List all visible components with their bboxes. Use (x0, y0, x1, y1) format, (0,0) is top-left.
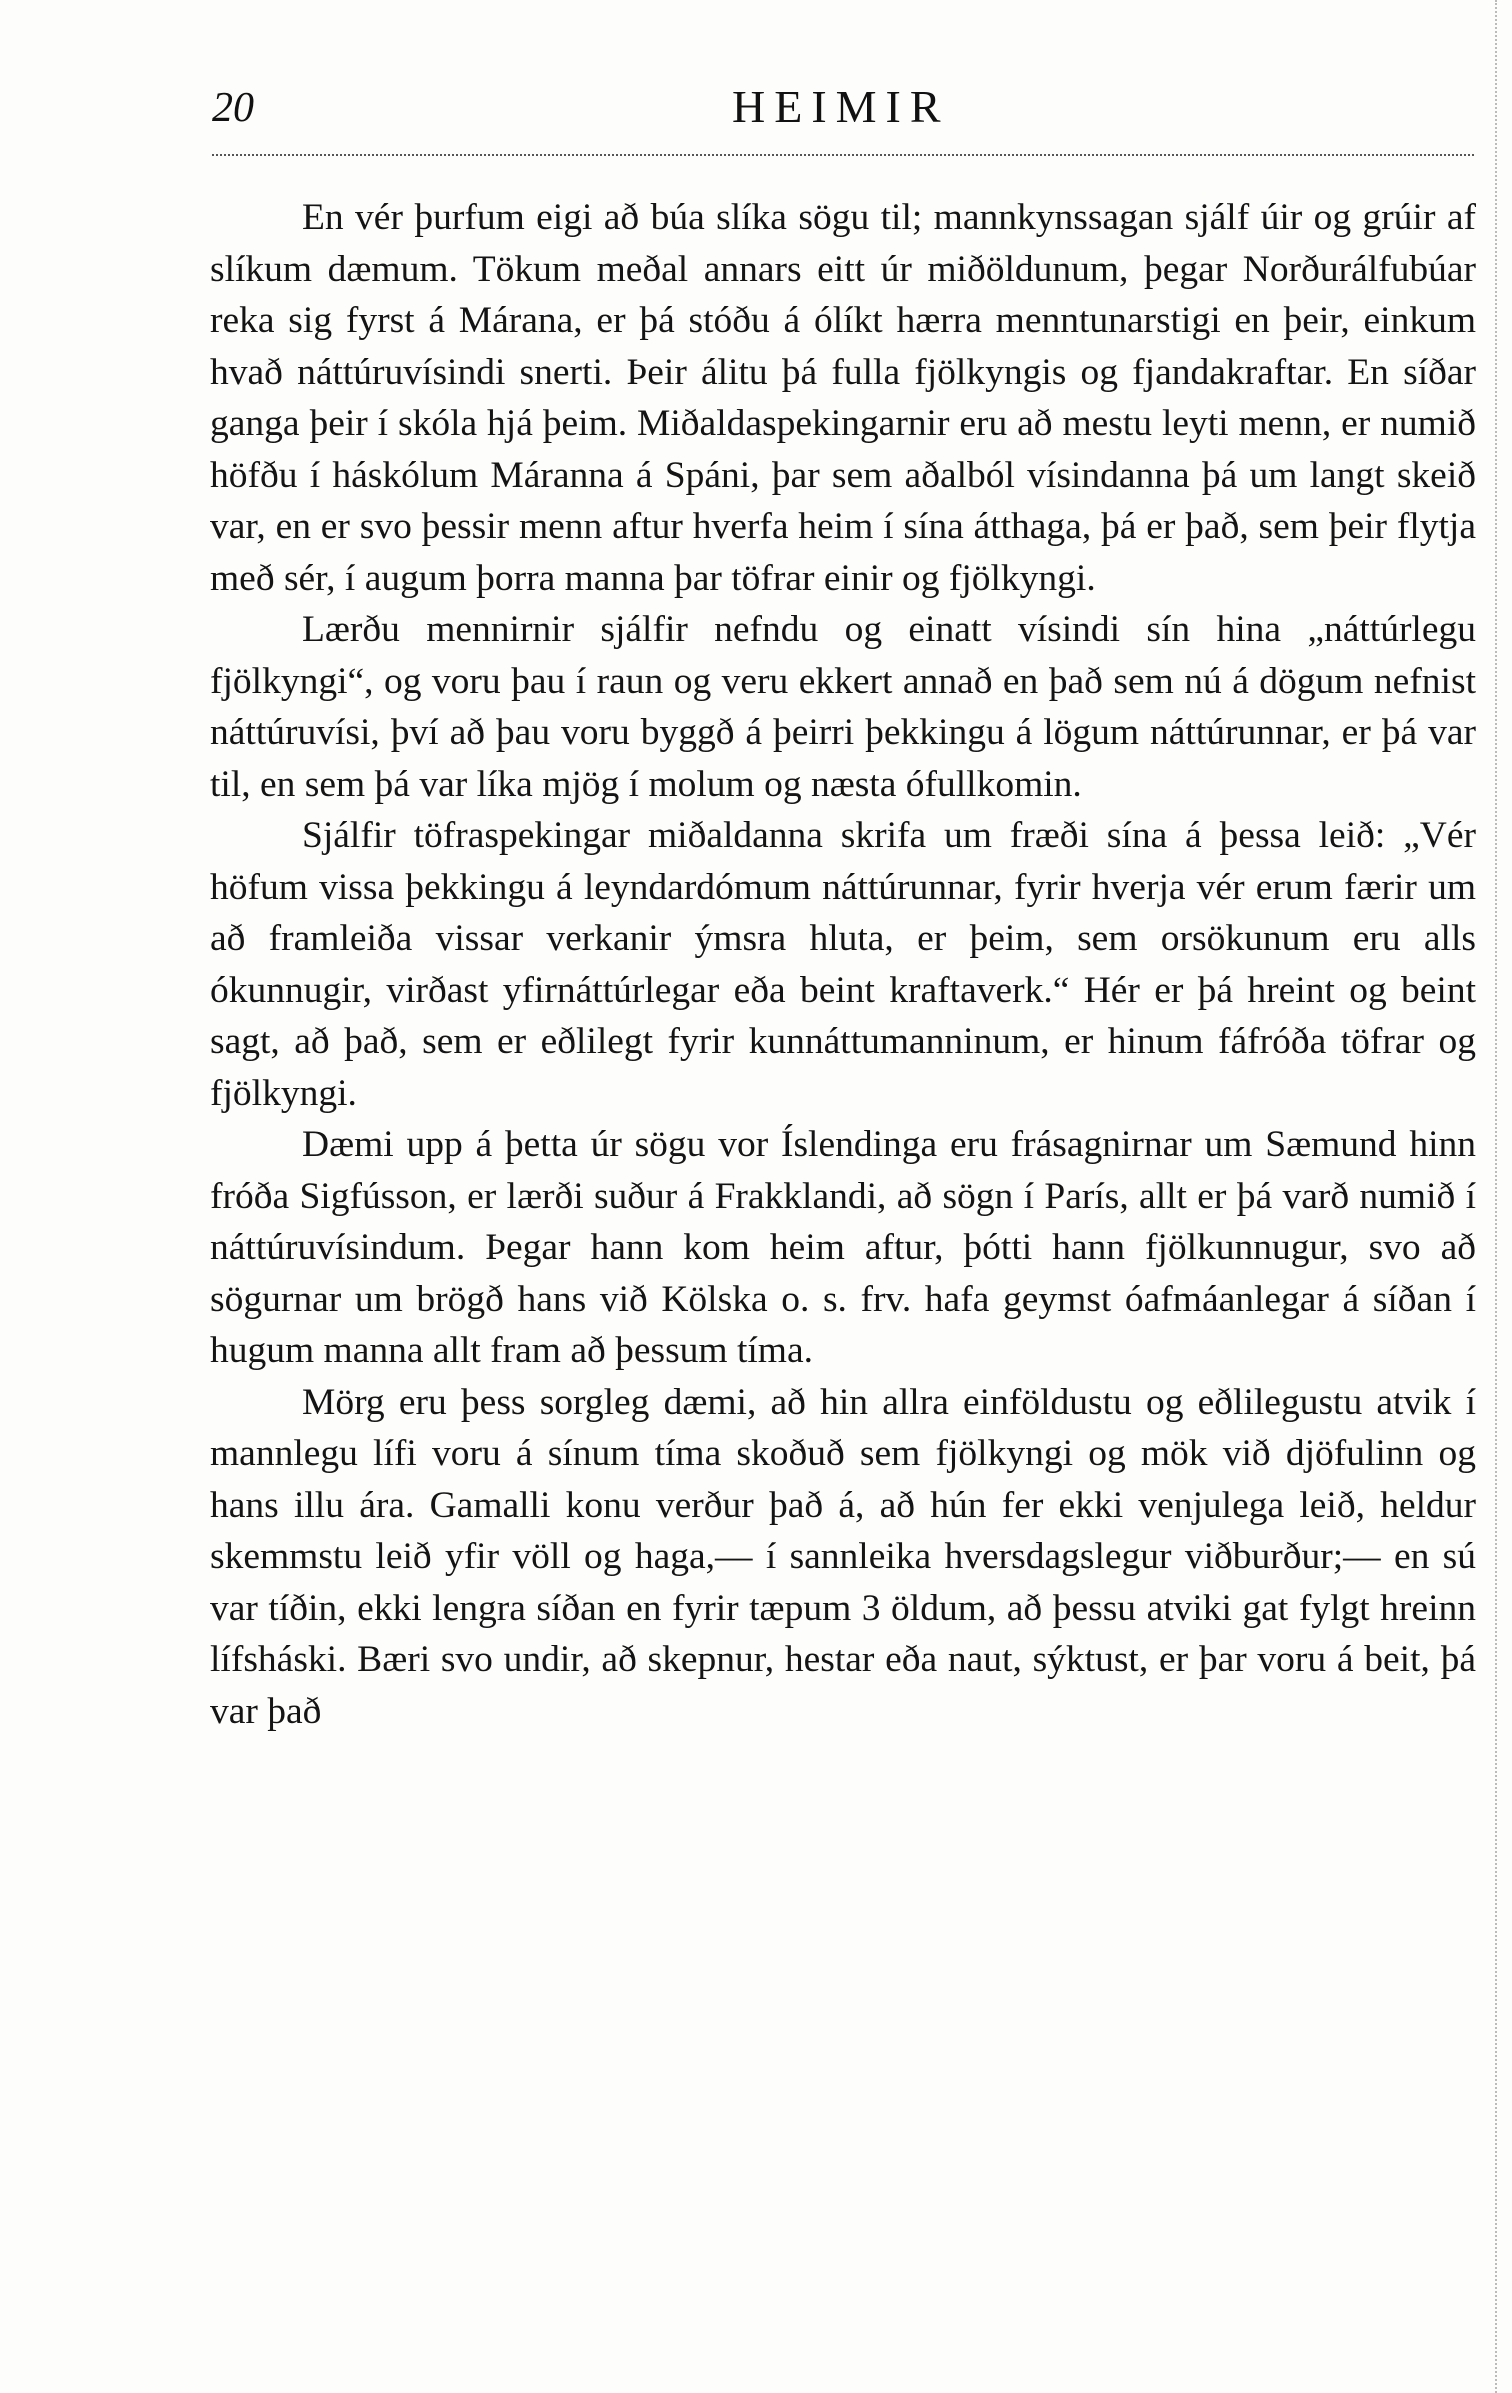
body-text (210, 192, 1476, 1737)
paragraph: Dæmi upp á þetta úr sögu vor Íslendinga eru frásagnirnar um Sæmund hinn fróða Sigfússon, er lærði suður á Frakklandi, að sögn í París, allt er þá varð numið í náttúruvísindum. Þegar hann kom heim aftur, þótti hann fjölkunnugur, svo að sögurnar um brögð hans við Kölska o. s. frv. hafa geymst óafmáanlegar á síðan í hugum manna allt fram að þessum tíma. (210, 1124, 1476, 1371)
page-header (212, 78, 1474, 148)
paragraph: Lærðu mennirnir sjálfir nefndu og einatt vísindi sín hina „náttúrlegu fjölkyngi“, og voru þau í raun og veru ekkert annað en það sem nú á dögum nefnist náttúruvísi, því að þau voru byggð á þeirri þekkingu á lögum náttúrunnar, er þá var til, en sem þá var líka mjög í molum og næsta ófullkomin. (210, 609, 1476, 805)
running-head: HEIMIR (732, 81, 950, 132)
header-rule (212, 154, 1474, 156)
paragraph: Mörg eru þess sorgleg dæmi, að hin allra einföldustu og eðlilegustu atvik í mannlegu lífi voru á sínum tíma skoðuð sem fjölkyngi og mök við djöfulinn og hans illu ára. Gamalli konu verður það á, að hún fer ekki venjulega leið, heldur skemmstu leið yfir völl og haga,— í sannleika hversdagslegur viðburður;— en sú var tíðin, ekki lengra síðan en fyrir tæpum 3 öldum, að þessu atviki gat fylgt hreinn lífsháski. Bæri svo undir, að skepnur, hestar eða naut, sýktust, er þar voru á beit, þá var það (210, 1381, 1476, 1732)
paragraph: En vér þurfum eigi að búa slíka sögu til; mannkynssagan sjálf úir og grúir af slíkum dæmum. Tökum meðal annars eitt úr miðöldunum, þegar Norðurálfubúar reka sig fyrst á Márana, er þá stóðu á ólíkt hærra menntunarstigi en þeir, einkum hvað náttúruvísindi snerti. Þeir álitu þá fulla fjölkyngis og fjandakraftar. En síðar ganga þeir í skóla hjá þeim. Miðaldaspekingarnir eru að mestu leyti menn, er numið höfðu í háskólum Máranna á Spáni, þar sem aðalból vísindanna þá um langt skeið var, en er svo þessir menn aftur hverfa heim í sína átthaga, þá er það, sem þeir flytja með sér, í augum þorra manna þar töfrar einir og fjölkyngi. (210, 197, 1476, 599)
paragraph: Sjálfir töfraspekingar miðaldanna skrifa um fræði sína á þessa leið: „Vér höfum vissa þekkingu á leyndardómum náttúrunnar, fyrir hverja vér erum færir um að framleiða vissar verkanir ýmsra hluta, er þeim, sem orsökunum eru alls ókunnugir, virðast yfirnáttúrlegar eða beint kraftaverk.“ Hér er þá hreint og beint sagt, að það, sem er eðlilegt fyrir kunnáttumanninum, er hinum fáfróða töfrar og fjölkyngi. (210, 815, 1476, 1114)
page-number: 20 (212, 85, 254, 131)
page-edge (1495, 0, 1500, 2393)
